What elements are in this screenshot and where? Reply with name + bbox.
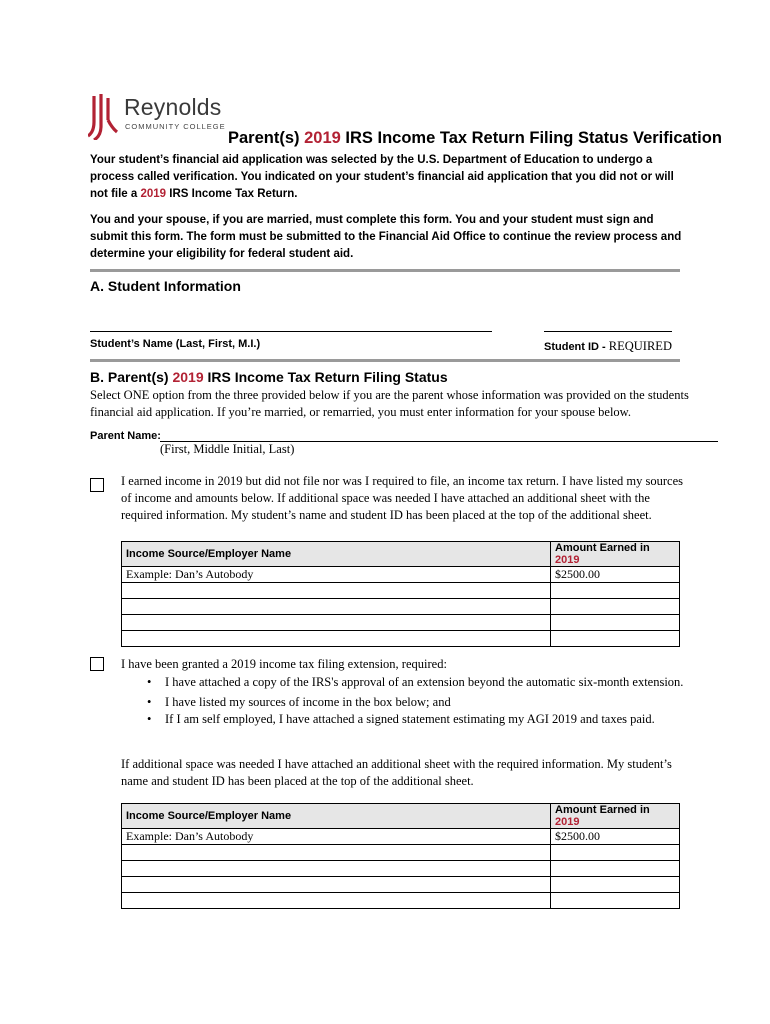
amount-input[interactable]	[551, 583, 680, 599]
student-id-field[interactable]	[544, 331, 672, 332]
income-source-header: Income Source/Employer Name	[122, 542, 551, 567]
list-item: • If I am self employed, I have attached a signed statement estimating my AGI 2019 and taxes paid.	[143, 711, 691, 728]
page-title: Parent(s) 2019 IRS Income Tax Return Filing Status Verification	[228, 129, 722, 147]
income-source-input[interactable]	[122, 615, 551, 631]
amount-input[interactable]	[551, 861, 680, 877]
amount-input[interactable]	[551, 615, 680, 631]
section-divider	[90, 359, 680, 362]
table-row	[122, 615, 680, 631]
income-source-input[interactable]	[122, 631, 551, 647]
amount-input[interactable]	[551, 845, 680, 861]
amount-input[interactable]	[551, 599, 680, 615]
intro-paragraph-1: Your student’s financial aid application was selected by the U.S. Department of Education to undergo a process called verification. You indicated on your student’s financial aid application that you did not or will not file a 2019 IRS Income Tax Return.	[90, 154, 674, 200]
income-source-input[interactable]	[122, 893, 551, 909]
student-name-field[interactable]	[90, 331, 492, 332]
example-source-cell: Example: Dan’s Autobody	[122, 829, 551, 845]
student-name-label: Student’s Name (Last, First, M.I.)	[90, 338, 261, 350]
example-source-cell: Example: Dan’s Autobody	[122, 567, 551, 583]
table-header-row	[122, 804, 680, 829]
income-source-header: Income Source/Employer Name	[122, 804, 551, 829]
table-row	[122, 829, 680, 845]
section-a-heading: A. Student Information	[90, 278, 241, 294]
example-amount-cell: $2500.00	[551, 567, 680, 583]
intro-paragraph-2: You and your spouse, if you are married, must complete this form. You and your student must sign and submit this form. The form must be submitted to the Financial Aid Office to continue the review process and determine your eligibility for federal student aid.	[90, 214, 682, 260]
table-row	[122, 631, 680, 647]
title-year: 2019	[304, 129, 341, 147]
table-header-row	[122, 542, 680, 567]
income-source-input[interactable]	[122, 599, 551, 615]
table-row	[122, 861, 680, 877]
student-id-label: Student ID - REQUIRED	[544, 339, 672, 353]
income-table-2	[121, 803, 680, 909]
parent-name-label: Parent Name:	[90, 430, 161, 442]
option-1-text: I earned income in 2019 but did not file nor was I required to file, an income tax return. I have listed my sources of income and amounts below. If additional space was needed I have attached an additional sheet with the required information. My student’s name and student ID has been placed at the top of the additional sheet.	[121, 474, 683, 522]
option-2-checkbox[interactable]	[90, 657, 104, 671]
reynolds-logo-mark-icon	[88, 92, 118, 140]
option-2-bullets	[143, 674, 691, 728]
amount-input[interactable]	[551, 631, 680, 647]
option-1-checkbox[interactable]	[90, 478, 104, 492]
income-source-input[interactable]	[122, 861, 551, 877]
example-amount-cell: $2500.00	[551, 829, 680, 845]
option-2-note: If additional space was needed I have attached an additional sheet with the required information. My student’s name and student ID has been placed at the top of the additional sheet.	[121, 757, 672, 788]
income-source-input[interactable]	[122, 845, 551, 861]
table-row	[122, 567, 680, 583]
amount-input[interactable]	[551, 893, 680, 909]
table-row	[122, 893, 680, 909]
table-row	[122, 877, 680, 893]
section-divider	[90, 269, 680, 272]
college-logo	[88, 92, 228, 142]
option-2-intro: I have been granted a 2019 income tax filing extension, required:	[121, 657, 447, 671]
amount-earned-header: Amount Earned in 2019	[551, 542, 680, 567]
table-row	[122, 845, 680, 861]
logo-subtitle: COMMUNITY COLLEGE	[125, 122, 226, 131]
table-row	[122, 583, 680, 599]
list-item: • I have listed my sources of income in the box below; and	[143, 694, 691, 711]
amount-input[interactable]	[551, 877, 680, 893]
logo-name: Reynolds	[124, 94, 222, 120]
section-b-heading: B. Parent(s) 2019 IRS Income Tax Return Filing Status	[90, 369, 448, 385]
parent-name-hint: (First, Middle Initial, Last)	[160, 442, 295, 456]
income-source-input[interactable]	[122, 583, 551, 599]
income-table-1	[121, 541, 680, 647]
amount-earned-header: Amount Earned in 2019	[551, 804, 680, 829]
table-row	[122, 599, 680, 615]
income-source-input[interactable]	[122, 877, 551, 893]
option-2-text	[121, 656, 691, 728]
list-item: • I have attached a copy of the IRS's approval of an extension beyond the automatic six-month extension.	[143, 674, 691, 691]
section-b-instructions: Select ONE option from the three provided below if you are the parent whose information was provided on the students financial aid application. If you’re married, or remarried, you must enter information for your spouse below.	[90, 388, 689, 419]
